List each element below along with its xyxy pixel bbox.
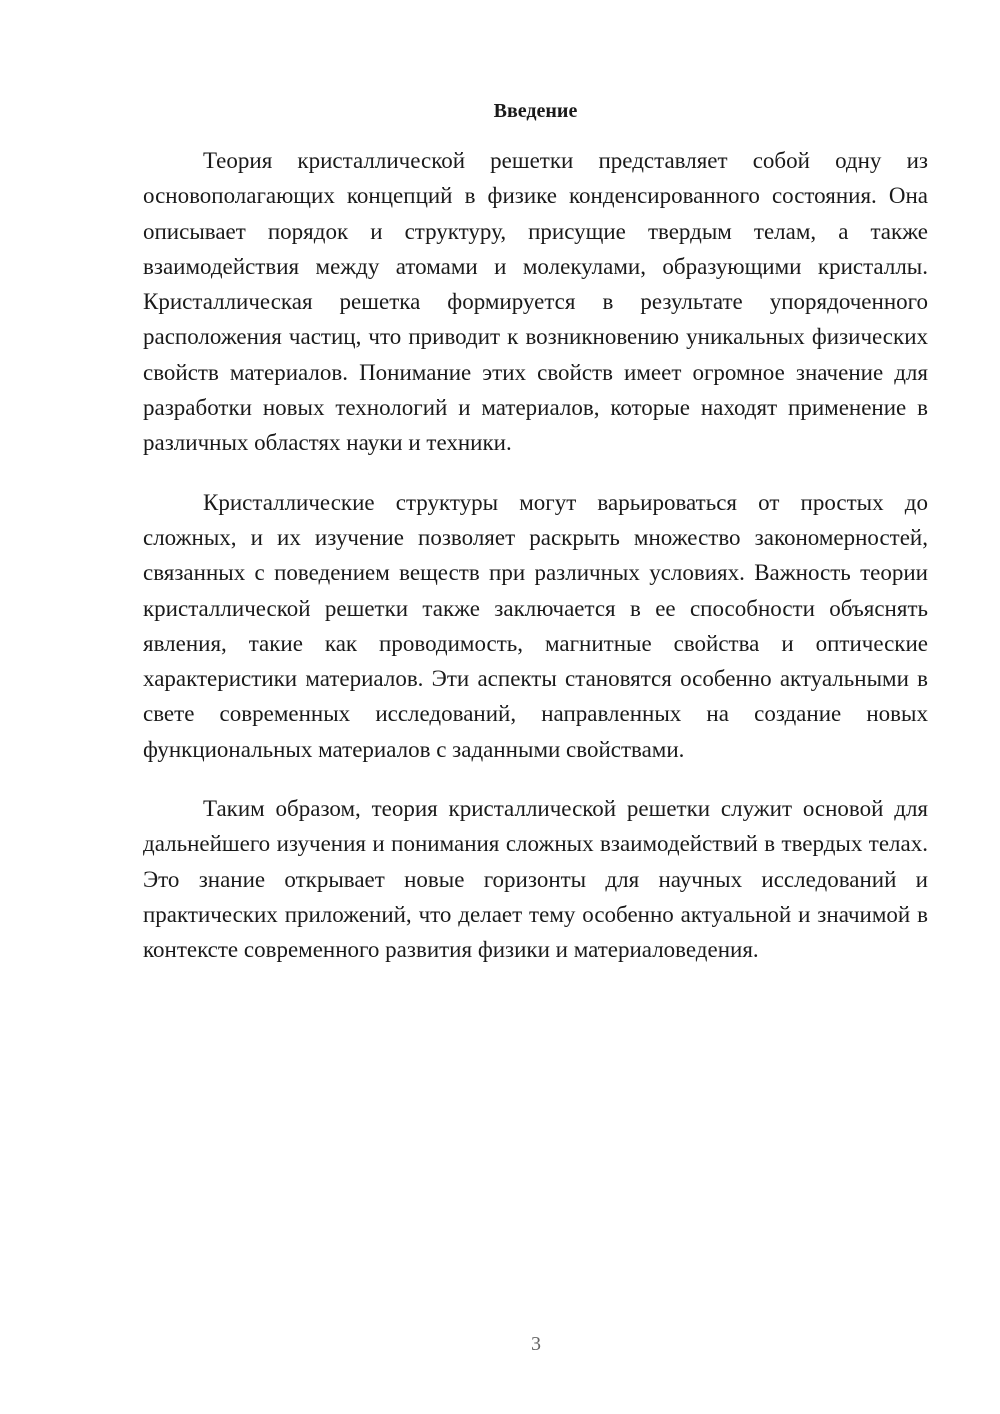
paragraph-1: Теория кристаллической решетки представляет собой одну из основополагающих концепций в физике конденсированного состояния. Она описывает порядок и структуру, присущие твердым телам, а также взаимодействия между атомами и молекулами, образующими кристаллы. Кристаллическая решетка формируется в результате упорядоченного расположения частиц, что приводит к возникновению уникальных физических свойств материалов. Понимание этих свойств имеет огромное значение для разработки новых технологий и материалов, которые находят применение в различных областях науки и техники. bbox=[143, 148, 928, 456]
paragraph-3: Таким образом, теория кристаллической решетки служит основой для дальнейшего изучения и понимания сложных взаимодействий в твердых телах. Это знание открывает новые горизонты для научных исследований и практических приложений, что делает тему особенно актуальной и значимой в контексте современного развития физики и материаловедения. bbox=[143, 796, 928, 963]
section-title: Введение bbox=[493, 100, 578, 122]
page-number: 3 bbox=[531, 1333, 541, 1355]
paragraph-2: Кристаллические структуры могут варьироваться от простых до сложных, и их изучение позволяет раскрыть множество закономерностей, связанных с поведением веществ при различных условиях. Важность теории кристаллической решетки также заключается в ее способности объяснять явления, такие как проводимость, магнитные свойства и оптические характеристики материалов. Эти аспекты становятся особенно актуальными в свете современных исследований, направленных на создание новых функциональных материалов с заданными свойствами. bbox=[143, 489, 928, 762]
body-text bbox=[143, 143, 928, 992]
